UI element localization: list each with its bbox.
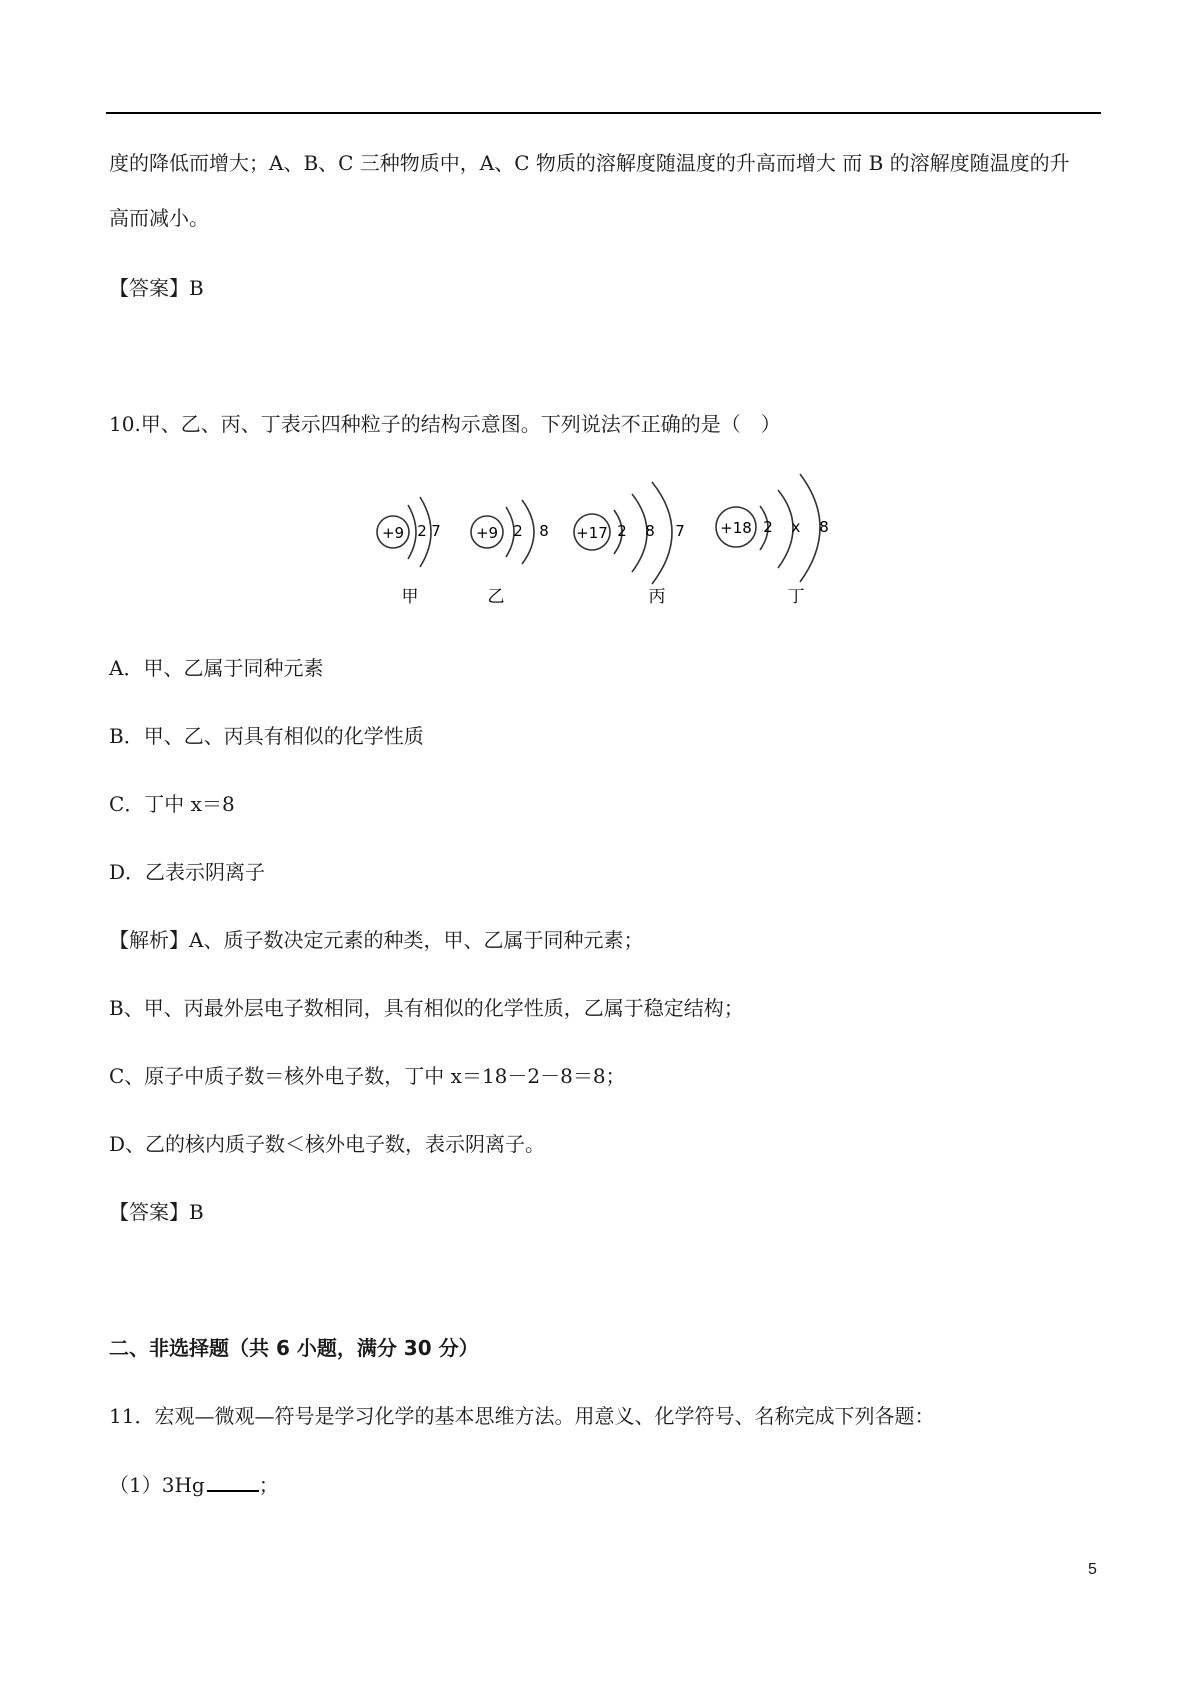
question-10: 10.甲、乙、丙、丁表示四种粒子的结构示意图。下列说法不正确的是（ ） — [109, 412, 781, 436]
particle-label: 丁 — [787, 587, 805, 607]
particle-label: 甲 — [401, 587, 419, 607]
section-heading: 二、非选择题（共 6 小题，满分 30 分） — [109, 1336, 479, 1360]
text-line: 度的降低而增大；A、B、C 三种物质中，A、C 物质的溶解度随温度的升高而增大 而 B 的溶解度随温度的升 — [109, 151, 1070, 175]
shell-electron-count: 8 — [645, 522, 655, 540]
option-b: B．甲、乙、丙具有相似的化学性质 — [109, 724, 424, 748]
explanation-b: B、甲、丙最外层电子数相同，具有相似的化学性质，乙属于稳定结构； — [109, 996, 744, 1020]
question-11-part-1-end: ； — [258, 1473, 279, 1497]
shell-electron-count: 2 — [513, 522, 523, 540]
shell-electron-count: 2 — [763, 518, 773, 536]
shell-electron-count: 7 — [675, 522, 685, 540]
answer-9: 【答案】B — [109, 276, 204, 300]
nucleus-charge: +9 — [381, 524, 405, 542]
particle-ding — [716, 474, 829, 607]
atom-structure-diagram — [370, 462, 850, 617]
shell-electron-count: 7 — [431, 522, 441, 540]
particle-label: 丙 — [648, 587, 666, 607]
electron-shell-arc — [652, 482, 672, 584]
explanation-c: C、原子中质子数＝核外电子数，丁中 x＝18－2－8＝8； — [109, 1064, 626, 1088]
question-11: 11．宏观—微观—符号是学习化学的基本思维方法。用意义、化学符号、名称完成下列各题： — [109, 1404, 935, 1428]
text-line: 高而减小。 — [109, 206, 209, 230]
nucleus-charge: +9 — [475, 524, 499, 542]
option-c: C．丁中 x＝8 — [109, 792, 235, 816]
explanation-d: D、乙的核内质子数＜核外电子数，表示阴离子。 — [109, 1132, 546, 1156]
shell-electron-count: 8 — [819, 518, 829, 536]
question-11-part-1-prefix: （1）3Hg — [109, 1473, 205, 1497]
shell-electron-count: 8 — [539, 522, 549, 540]
nucleus-charge: +18 — [720, 519, 752, 537]
shell-electron-count: 2 — [617, 522, 627, 540]
answer-10: 【答案】B — [109, 1200, 204, 1224]
particle-jia — [377, 497, 441, 607]
electron-shell-arc — [800, 474, 820, 582]
header-rule — [106, 112, 1101, 114]
answer-blank[interactable] — [207, 1470, 259, 1492]
particle-bing — [574, 482, 685, 607]
shell-electron-count: 2 — [417, 522, 427, 540]
atom-structure-figure — [370, 462, 850, 617]
particle-yi — [471, 500, 549, 607]
explanation-a: 【解析】A、质子数决定元素的种类，甲、乙属于同种元素； — [109, 928, 644, 952]
nucleus-charge: +17 — [576, 524, 608, 542]
option-d: D．乙表示阴离子 — [109, 860, 266, 884]
shell-electron-count: x — [791, 518, 801, 536]
page-number: 5 — [1088, 1561, 1097, 1578]
particle-label: 乙 — [487, 587, 505, 607]
option-a: A．甲、乙属于同种元素 — [109, 656, 324, 680]
question-11-part-1 — [109, 1470, 279, 1499]
electron-shell-arc — [522, 500, 534, 564]
